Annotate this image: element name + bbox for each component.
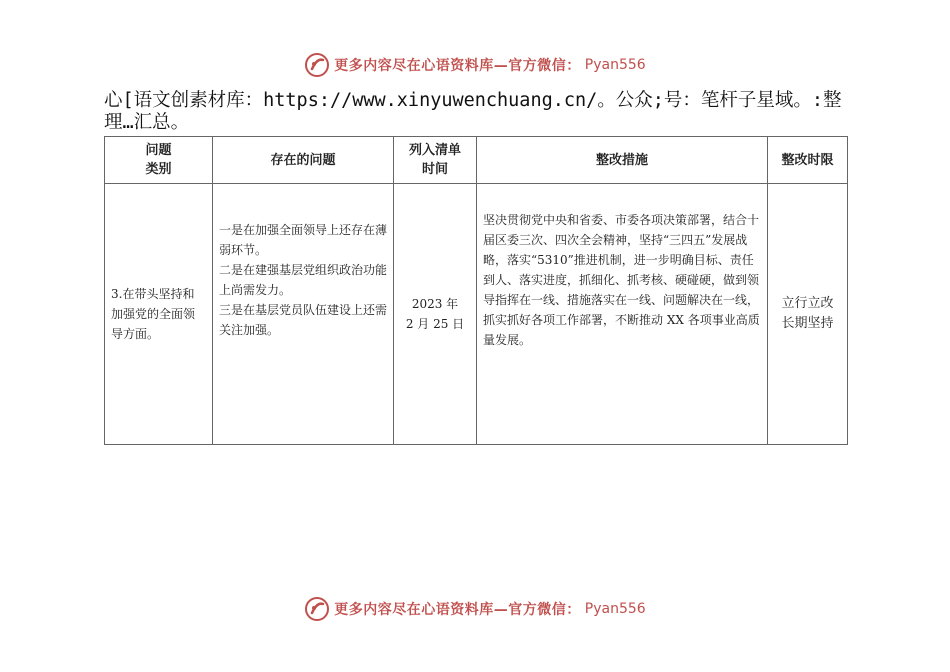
brush-logo-icon (304, 52, 330, 78)
header-list-time: 列入清单 时间 (394, 137, 477, 184)
cell-measures: 坚决贯彻党中央和省委、市委各项决策部署，结合十届区委三次、四次全会精神，坚持“三四五”发展战略，落实“5310”推进机制，进一步明确目标、责任到人、落实进度，抓细化、抓考核、硬碰硬，做到领导指挥在一线、措施落实在一线、问题解决在一线，抓实抓好各项工作部署，不断推动 XX 各项事业高质量发展。 (477, 184, 768, 445)
header-category: 问题 类别 (105, 137, 213, 184)
table-row (105, 184, 848, 445)
table-header-row (105, 137, 848, 184)
intro-text: 心[语文创素材库：https://www.xinyuwenchuang.cn/。公众;号：笔杆子星域。:整理…汇总。 (104, 90, 842, 133)
problem-item: 二是在建强基层党组织政治功能上尚需发力。 (219, 263, 388, 297)
banner-text: 更多内容尽在心语资料库—官方微信： (334, 58, 581, 74)
banner-text: 更多内容尽在心语资料库—官方微信： (334, 602, 581, 618)
cell-problems (213, 184, 394, 445)
header-deadline: 整改时限 (768, 137, 848, 184)
brush-logo-icon (304, 596, 330, 622)
cell-category: 3.在带头坚持和加强党的全面领导方面。 (105, 184, 213, 445)
footer-banner (0, 596, 950, 622)
problem-item: 一是在加强全面领导上还存在薄弱环节。 (219, 223, 388, 257)
problem-item: 三是在基层党员队伍建设上还需关注加强。 (219, 303, 388, 337)
header-measures: 整改措施 (477, 137, 768, 184)
cell-date: 2023 年 2 月 25 日 (394, 184, 477, 445)
header-problems: 存在的问题 (213, 137, 394, 184)
header-banner (0, 52, 950, 78)
cell-deadline: 立行立改 长期坚持 (768, 184, 848, 445)
banner-wechat-id: Pyan556 (584, 57, 646, 73)
banner-wechat-id: Pyan556 (584, 601, 646, 617)
rectification-table (104, 136, 848, 445)
